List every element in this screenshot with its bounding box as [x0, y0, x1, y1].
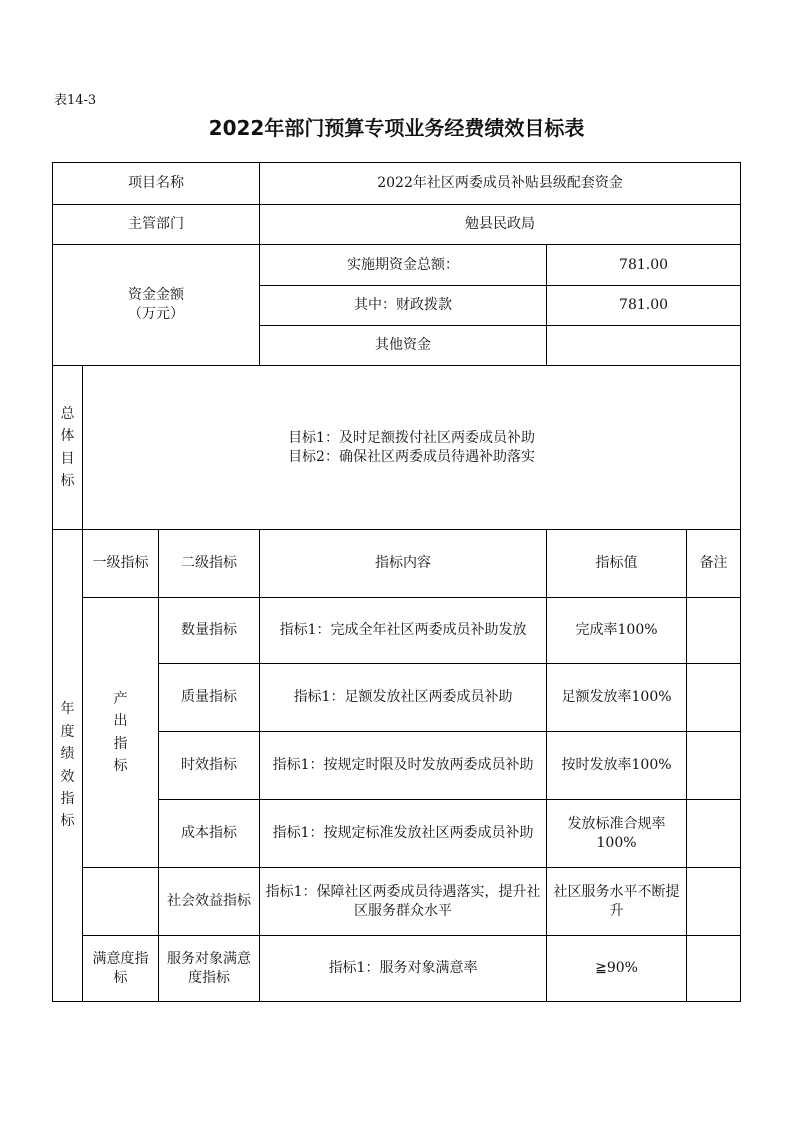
content-cell: 指标1：足额发放社区两委成员补助: [260, 664, 547, 732]
note-cell: [687, 664, 741, 732]
value-cell: ≧90%: [547, 936, 687, 1002]
goal-line: 目标2：确保社区两委成员待遇补助落实: [288, 448, 535, 465]
value-cell: 按时发放率100%: [547, 732, 687, 800]
header-level2: 二级指标: [159, 530, 260, 598]
table-id: 表14-3: [54, 93, 97, 108]
content-cell: 指标1：服务对象满意率: [260, 936, 547, 1002]
header-content: 指标内容: [260, 530, 547, 598]
table-row: [53, 868, 741, 936]
table-row: [53, 936, 741, 1002]
annual-label-char: 标: [60, 813, 75, 830]
department-value: 勉县民政局: [260, 205, 741, 245]
content-cell: 指标1：保障社区两委成员待遇落实，提升社区服务群众水平: [260, 868, 547, 936]
funds-unit: （万元）: [128, 306, 185, 322]
output-label-char: 出: [113, 713, 128, 730]
header-value: 指标值: [547, 530, 687, 598]
annual-label-char: 指: [60, 790, 75, 807]
level2-cell: 时效指标: [159, 732, 260, 800]
annual-label-char: 年: [60, 701, 75, 718]
value-cell: 社区服务水平不断提升: [547, 868, 687, 936]
department-label: 主管部门: [53, 205, 260, 245]
header-level1: 一级指标: [83, 530, 159, 598]
funds-total-label: 实施期资金总额：: [260, 245, 547, 286]
overall-goal-char: 体: [60, 428, 75, 445]
overall-goal-char: 目: [60, 450, 75, 467]
annual-label-char: 度: [60, 723, 75, 740]
level2-cell: 数量指标: [159, 598, 260, 664]
value-cell: 发放标准合规率100%: [547, 800, 687, 868]
value-cell: 足额发放率100%: [547, 664, 687, 732]
output-label-char: 标: [113, 757, 128, 774]
funds-total-row: [53, 245, 741, 286]
satisfaction-indicator-label: 满意度指标: [83, 936, 159, 1002]
funds-label: 资金金额: [128, 287, 185, 304]
overall-goal-row: [53, 366, 741, 530]
note-cell: [687, 868, 741, 936]
overall-goal-char: 标: [60, 472, 75, 489]
content-cell: 指标1：完成全年社区两委成员补助发放: [260, 598, 547, 664]
funds-fiscal-value: 781.00: [547, 286, 741, 326]
content-cell: 指标1：按规定时限及时发放两委成员补助: [260, 732, 547, 800]
page-title: 2022年部门预算专项业务经费绩效目标表: [208, 116, 585, 140]
overall-goal-content: [83, 366, 741, 530]
output-label-char: 产: [113, 690, 128, 707]
funds-label-cell: [53, 245, 260, 366]
project-name-row: [53, 163, 741, 205]
note-cell: [687, 732, 741, 800]
level2-cell: 成本指标: [159, 800, 260, 868]
table-row: [53, 598, 741, 664]
indicator-header-row: [53, 530, 741, 598]
annual-indicator-label: [53, 530, 83, 1002]
overall-goal-char: 总: [60, 405, 75, 422]
project-name-label: 项目名称: [53, 163, 260, 205]
note-cell: [687, 800, 741, 868]
department-row: [53, 205, 741, 245]
value-cell: 完成率100%: [547, 598, 687, 664]
annual-label-char: 效: [60, 768, 75, 785]
level2-cell: 服务对象满意度指标: [159, 936, 260, 1002]
funds-other-label: 其他资金: [260, 326, 547, 366]
funds-fiscal-label: 其中：财政拨款: [260, 286, 547, 326]
goal-line: 目标1：及时足额拨付社区两委成员补助: [288, 429, 535, 446]
output-label-char: 指: [113, 735, 128, 752]
content-cell: 指标1：按规定标准发放社区两委成员补助: [260, 800, 547, 868]
annual-label-char: 绩: [60, 746, 75, 763]
level2-cell: 社会效益指标: [159, 868, 260, 936]
funds-other-value: [547, 326, 741, 366]
funds-total-value: 781.00: [547, 245, 741, 286]
output-indicator-label: [83, 598, 159, 868]
overall-goal-label: [53, 366, 83, 530]
project-name-value: 2022年社区两委成员补贴县级配套资金: [260, 163, 741, 205]
level1-empty-cell: [83, 868, 159, 936]
performance-target-table: [52, 162, 741, 1002]
note-cell: [687, 598, 741, 664]
note-cell: [687, 936, 741, 1002]
header-note: 备注: [687, 530, 741, 598]
level2-cell: 质量指标: [159, 664, 260, 732]
